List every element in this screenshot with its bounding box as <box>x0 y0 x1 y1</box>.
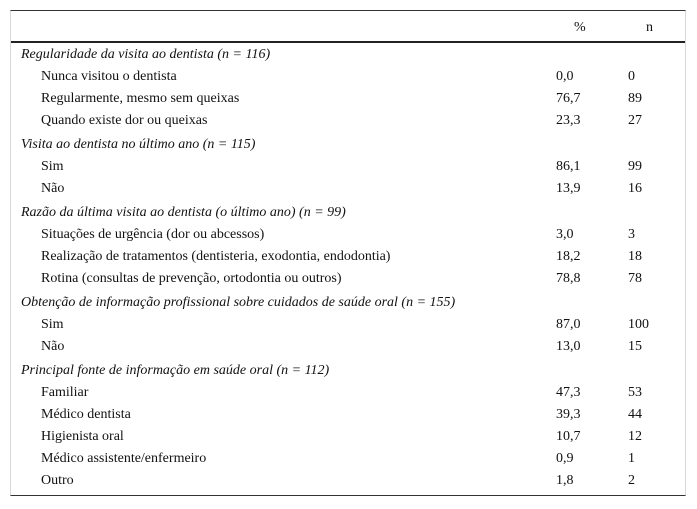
table-row <box>11 382 685 404</box>
section-title-last-year-visit: Visita ao dentista no último ano (n = 115) <box>21 137 256 152</box>
row-percent: 47,3 <box>556 385 581 400</box>
header-percent: % <box>574 20 586 35</box>
row-count: 3 <box>628 227 635 242</box>
row-label: Outro <box>41 473 74 488</box>
row-percent: 13,0 <box>556 339 581 354</box>
section-title-professional-info: Obtenção de informação profissional sobre cuidados de saúde oral (n = 155) <box>21 295 456 310</box>
row-label: Realização de tratamentos (dentisteria, exodontia, endodontia) <box>41 249 391 264</box>
row-label: Sim <box>41 317 64 332</box>
section-title-visit-regularity: Regularidade da visita ao dentista (n = 116) <box>21 47 271 62</box>
row-percent: 0,0 <box>556 69 574 84</box>
table-row <box>11 88 685 110</box>
row-count: 78 <box>628 271 642 286</box>
table-row <box>11 268 685 290</box>
table-row <box>11 66 685 88</box>
row-count: 2 <box>628 473 635 488</box>
table-row <box>11 426 685 448</box>
row-percent: 87,0 <box>556 317 581 332</box>
table-row <box>11 156 685 178</box>
section-title-last-visit-reason: Razão da última visita ao dentista (o último ano) (n = 99) <box>21 205 346 220</box>
table-row <box>11 178 685 200</box>
row-label: Sim <box>41 159 64 174</box>
row-count: 16 <box>628 181 642 196</box>
row-count: 0 <box>628 69 635 84</box>
table-row <box>11 246 685 268</box>
row-percent: 18,2 <box>556 249 581 264</box>
row-count: 44 <box>628 407 642 422</box>
row-label: Familiar <box>41 385 89 400</box>
row-count: 15 <box>628 339 642 354</box>
table-header <box>11 11 685 43</box>
row-label: Médico assistente/enfermeiro <box>41 451 207 466</box>
table-row <box>11 314 685 336</box>
row-percent: 3,0 <box>556 227 574 242</box>
row-label: Não <box>41 181 65 196</box>
table-row <box>11 404 685 426</box>
row-count: 12 <box>628 429 642 444</box>
data-table <box>10 10 686 496</box>
table-row <box>11 224 685 246</box>
row-count: 89 <box>628 91 642 106</box>
row-label: Médico dentista <box>41 407 131 422</box>
row-percent: 76,7 <box>556 91 581 106</box>
row-percent: 0,9 <box>556 451 574 466</box>
row-count: 100 <box>628 317 649 332</box>
row-count: 18 <box>628 249 642 264</box>
row-count: 27 <box>628 113 642 128</box>
row-label: Regularmente, mesmo sem queixas <box>41 91 240 106</box>
row-percent: 13,9 <box>556 181 581 196</box>
row-percent: 78,8 <box>556 271 581 286</box>
row-label: Situações de urgência (dor ou abcessos) <box>41 227 265 242</box>
row-label: Nunca visitou o dentista <box>41 69 177 84</box>
table-row <box>11 470 685 492</box>
table-row <box>11 336 685 358</box>
row-count: 99 <box>628 159 642 174</box>
row-percent: 39,3 <box>556 407 581 422</box>
row-label: Não <box>41 339 65 354</box>
row-label: Quando existe dor ou queixas <box>41 113 208 128</box>
row-percent: 10,7 <box>556 429 581 444</box>
row-label: Rotina (consultas de prevenção, ortodontia ou outros) <box>41 271 342 286</box>
row-percent: 86,1 <box>556 159 581 174</box>
row-percent: 1,8 <box>556 473 574 488</box>
table-row <box>11 448 685 470</box>
row-count: 1 <box>628 451 635 466</box>
header-count: n <box>646 20 653 35</box>
row-label: Higienista oral <box>41 429 124 444</box>
row-count: 53 <box>628 385 642 400</box>
table-row <box>11 110 685 132</box>
row-percent: 23,3 <box>556 113 581 128</box>
section-title-info-source: Principal fonte de informação em saúde oral (n = 112) <box>21 363 330 378</box>
